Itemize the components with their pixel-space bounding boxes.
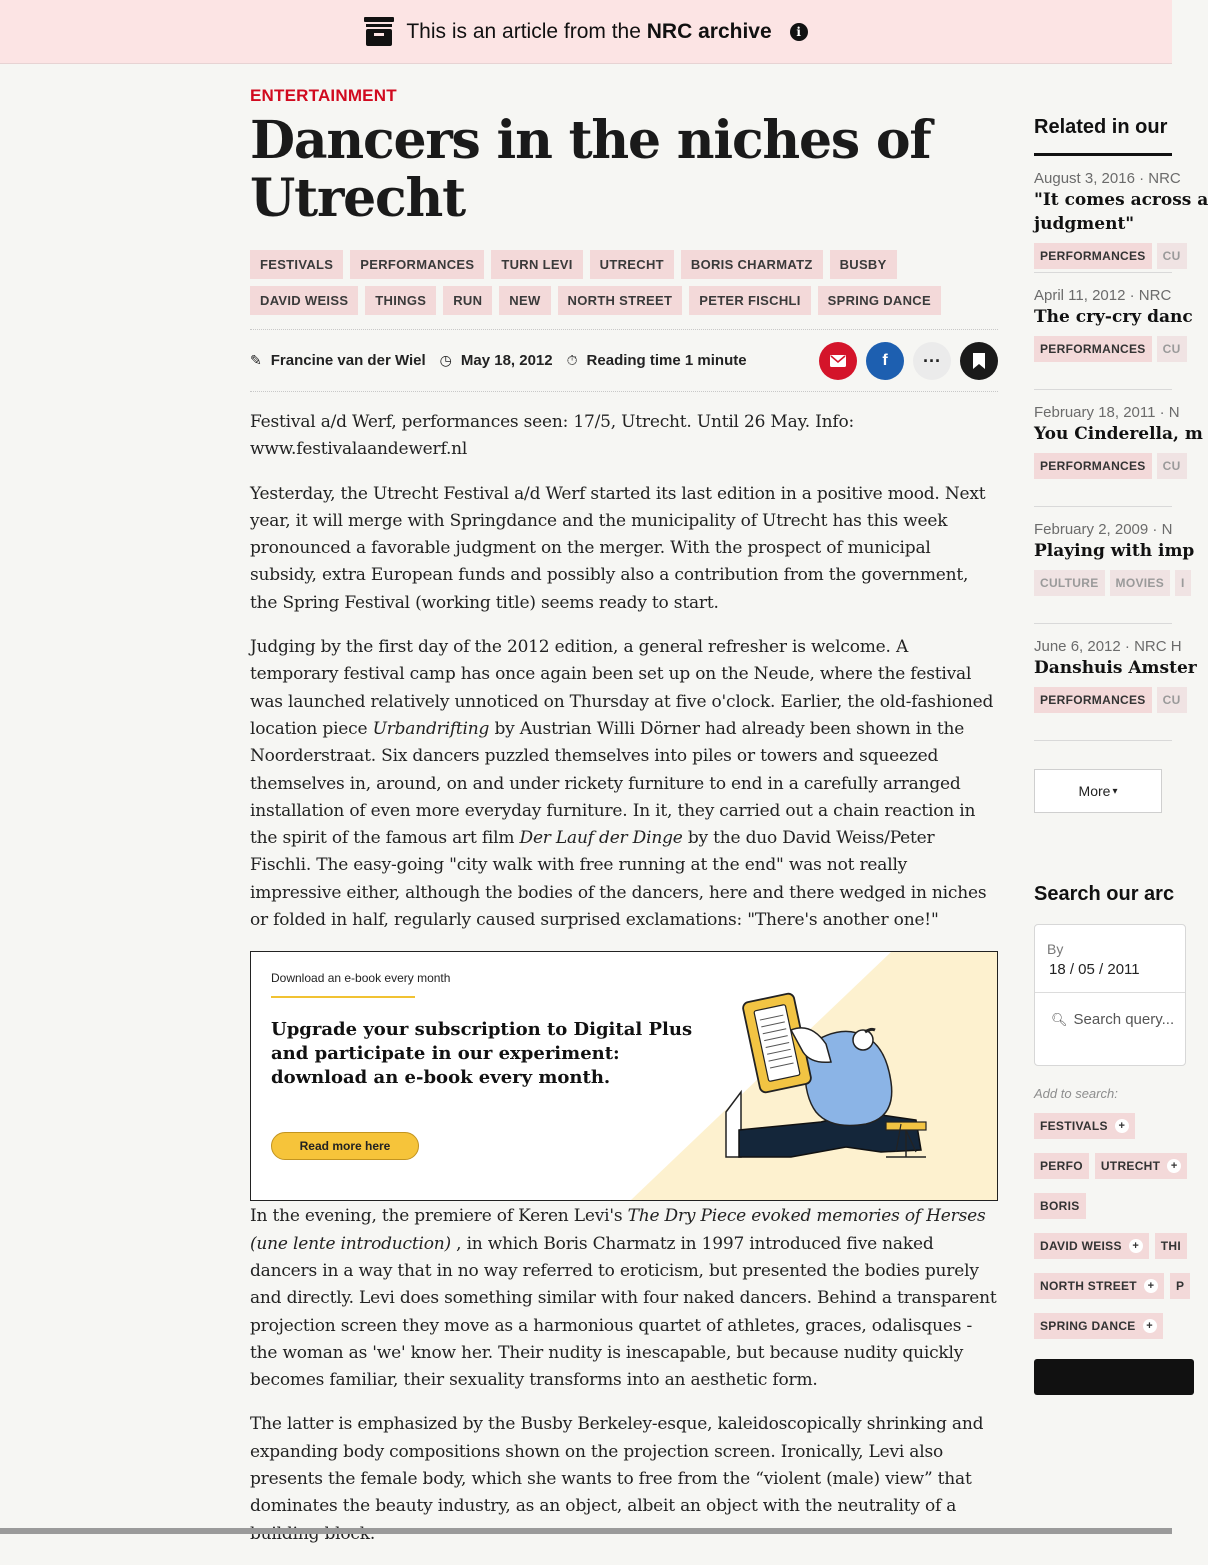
tag-utrecht[interactable]: UTRECHT	[590, 250, 674, 279]
related-tag[interactable]: CU	[1157, 243, 1187, 269]
publish-date: May 18, 2012	[460, 352, 553, 369]
reading-person-illustration	[631, 952, 997, 1200]
date-line	[440, 352, 553, 369]
author-line	[250, 352, 426, 369]
related-title[interactable]: You Cinderella, m	[1034, 424, 1203, 444]
paragraph-1: Festival a/d Werf, performances seen: 17/5, Utrecht. Until 26 May. Info: www.festivalaandewerf.nl	[250, 412, 855, 460]
reading-time-line	[567, 352, 747, 369]
reading-time: Reading time 1 minute	[586, 352, 747, 369]
related-title[interactable]: Danshuis Amster	[1034, 658, 1197, 678]
date-label: By	[1047, 941, 1064, 957]
add-search-tags	[1034, 1113, 1194, 1339]
archive-search-box	[1034, 924, 1186, 1066]
more-label: More	[1078, 783, 1111, 799]
related-date: February 2, 2009 · N	[1034, 521, 1173, 538]
related-item[interactable]	[1034, 507, 1195, 624]
add-tag-spring-dance[interactable]: SPRING DANCE +	[1034, 1313, 1163, 1339]
sidebar	[1034, 64, 1208, 1534]
tag-busby[interactable]: BUSBY	[830, 250, 897, 279]
related-tag[interactable]: PERFORMANCES	[1034, 243, 1152, 269]
subscription-promo	[250, 951, 998, 1201]
related-date: February 18, 2011 · N	[1034, 404, 1180, 421]
add-tag-boris[interactable]: BORIS	[1034, 1193, 1086, 1219]
add-tag-things[interactable]: THI	[1155, 1233, 1187, 1259]
related-date: June 6, 2012 · NRC H	[1034, 638, 1182, 655]
related-tag[interactable]: PERFORMANCES	[1034, 687, 1152, 713]
archive-box-icon	[364, 17, 394, 47]
stopwatch-icon: ⏱	[566, 352, 578, 368]
related-item[interactable]	[1034, 390, 1203, 507]
related-tag[interactable]: CU	[1157, 687, 1187, 713]
tag-david-weiss[interactable]: DAVID WEISS	[250, 286, 358, 315]
banner-brand: NRC archive	[646, 19, 772, 43]
add-tag-performances[interactable]: PERFO	[1034, 1153, 1089, 1179]
facebook-icon: f	[882, 352, 888, 369]
related-item[interactable]	[1034, 273, 1193, 390]
related-title[interactable]: Playing with imp	[1034, 541, 1195, 561]
more-share-button[interactable]	[913, 342, 951, 380]
article-body	[250, 409, 998, 934]
promo-title: Upgrade your subscription to Digital Plus and participate in our experiment: download an e-book every month.	[271, 1019, 693, 1089]
search-input[interactable]	[1035, 993, 1185, 1028]
paragraph-2: Yesterday, the Utrecht Festival a/d Werf started its last edition in a positive mood. Next year, it will merge with Springdance and the municipality of Utrecht has this week pronounced a favorable judgment on the merger. With the prospect of municipal subsidy, extra European funds and possibly also a contribution from the government, the Spring Festival (working title) seems ready to start.	[250, 483, 986, 613]
facebook-share-button[interactable]	[866, 342, 904, 380]
read-more-button[interactable]: Read more here	[271, 1132, 419, 1160]
tag-things[interactable]: THINGS	[365, 286, 436, 315]
tag-new[interactable]: NEW	[499, 286, 550, 315]
tag-spring-dance[interactable]: SPRING DANCE	[818, 286, 941, 315]
related-tags	[1034, 243, 1181, 269]
tag-peter-fischli[interactable]: PETER FISCHLI	[689, 286, 810, 315]
related-tag[interactable]: MOVIES	[1110, 570, 1170, 596]
related-tags	[1034, 453, 1181, 479]
search-heading: Search our arc	[1034, 883, 1175, 905]
pen-icon: ✎	[250, 352, 262, 368]
related-date: April 11, 2012 · NRC	[1034, 287, 1172, 304]
info-icon[interactable]: i	[790, 23, 808, 41]
related-heading: Related in our	[1034, 116, 1172, 156]
related-tag[interactable]: PERFORMANCES	[1034, 453, 1152, 479]
work-title-urbandrifting: Urbandrifting	[372, 718, 490, 739]
article-meta	[250, 329, 998, 392]
related-tag[interactable]: PERFORMANCES	[1034, 336, 1152, 362]
share-buttons	[819, 342, 998, 380]
related-item[interactable]	[1034, 156, 1208, 273]
related-item[interactable]	[1034, 624, 1197, 741]
promo-kicker: Download an e-book every month	[271, 971, 451, 986]
tag-boris-charmatz[interactable]: BORIS CHARMATZ	[681, 250, 823, 279]
add-tag-peter[interactable]: P	[1170, 1273, 1190, 1299]
related-tags	[1034, 570, 1185, 596]
archive-banner	[0, 0, 1172, 64]
plus-icon: +	[1167, 1159, 1181, 1173]
plus-icon: +	[1144, 1279, 1158, 1293]
related-tag[interactable]: CU	[1157, 453, 1187, 479]
search-placeholder: Search query...	[1073, 1011, 1175, 1028]
related-title-line2[interactable]: judgment"	[1034, 214, 1135, 234]
bookmark-icon	[973, 353, 985, 369]
related-tag[interactable]: CULTURE	[1034, 570, 1105, 596]
related-date: August 3, 2016 · NRC	[1034, 170, 1181, 187]
horizontal-scrollbar[interactable]	[0, 1528, 1172, 1534]
date-input[interactable]: 18 / 05 / 2011	[1049, 961, 1140, 978]
add-to-search-label: Add to search:	[1034, 1086, 1118, 1101]
paragraph-5: The latter is emphasized by the Busby Berkeley-esque, kaleidoscopically shrinking and expanding body compositions shown on the projection screen. Ironically, Levi also presents the female body, which she wants to free from the “violent (male) view” that dominates the beauty industry, as an object, albeit an object with the neutrality of a	[250, 1414, 984, 1517]
paragraph-4: In the evening, the premiere of Keren Levi's The Dry Piece evoked memories of Herses (une lente introduction) , in which Boris Charmatz in 1997 introduced five naked dancers in a way that in no way referred to eroticism, but presented the bodies purely and directly. Levi does something similar with four naked dancers. Behind a transparent projection screen they move as a harmonious quartet of athletes, graces, odalisques - the woman as 'we' know her. Their nudity is inescapable, but because nudity quickly becomes familiar, their sexuality transforms into an aesthetic form.	[250, 1206, 997, 1391]
related-title[interactable]: "It comes across a	[1034, 190, 1208, 210]
ellipsis-icon: ···	[923, 350, 941, 371]
search-submit-button[interactable]	[1034, 1359, 1194, 1395]
tag-turn-levi[interactable]: TURN LEVI	[491, 250, 582, 279]
tag-north-street[interactable]: NORTH STREET	[558, 286, 683, 315]
article-tags	[250, 250, 998, 315]
banner-text: This is an article from the NRC archive	[406, 19, 772, 43]
article-title: Dancers in the niches of Utrecht	[250, 110, 931, 229]
author-name[interactable]: Francine van der Wiel	[270, 352, 426, 369]
tag-run[interactable]: RUN	[443, 286, 492, 315]
related-tags	[1034, 336, 1181, 362]
mail-icon	[830, 355, 846, 367]
plus-icon: +	[1143, 1319, 1157, 1333]
email-share-button[interactable]	[819, 342, 857, 380]
add-tag-utrecht[interactable]: UTRECHT +	[1095, 1153, 1187, 1179]
related-tag[interactable]: CU	[1157, 336, 1187, 362]
promo-divider	[271, 996, 415, 998]
plus-icon: +	[1115, 1119, 1129, 1133]
add-tag-north-street[interactable]: NORTH STREET +	[1034, 1273, 1164, 1299]
tag-festivals[interactable]: FESTIVALS	[250, 250, 343, 279]
paragraph-3: Judging by the first day of the 2012 edition, a general refresher is welcome. A temporary festival camp has once again been set up on the Neude, where the festival was launched relatively unnoticed on Thursday at five o'clock. Earlier, the old-fashioned location piece Urbandrifting by Austrian Willi Dörner had already been shown in the Noorderstraat. Six dancers puzzled themselves into piles or towers and squeezed themselves in, around, on and under rickety furniture to end in a carefully arranged installation of even more everyday furniture. In it, they carried out a chain reaction in the spirit of the famous art film Der Lauf der Dinge by the duo David Weiss/Peter Fischli. The easy-going "city walk with free running at the end" was not really impressive either, although the bodies of the dancers, here and there wedged in niches or folded in half, regularly caused surprised exclamations: "There's another one!"	[250, 637, 994, 931]
search-icon: 🔍︎	[1051, 1012, 1068, 1027]
add-tag-david-weiss[interactable]: DAVID WEISS +	[1034, 1233, 1149, 1259]
related-tag[interactable]: I	[1175, 570, 1191, 596]
chevron-down-icon: ▾	[1112, 785, 1118, 797]
work-title-dry-piece: The Dry Piece evoked memories of Herses (une lente introduction)	[250, 1206, 986, 1254]
work-title-der-lauf: Der Lauf der Dinge	[519, 828, 683, 849]
article-body-continued	[250, 1203, 998, 1548]
clock-icon: ◷	[439, 352, 452, 368]
plus-icon: +	[1129, 1239, 1143, 1253]
article-main	[250, 64, 998, 1565]
tag-performances[interactable]: PERFORMANCES	[350, 250, 484, 279]
bookmark-button[interactable]	[960, 342, 998, 380]
related-title[interactable]: The cry-cry danc	[1034, 307, 1193, 327]
add-tag-festivals[interactable]: FESTIVALS +	[1034, 1113, 1135, 1139]
more-related-button[interactable]	[1034, 769, 1162, 813]
article-kicker[interactable]: ENTERTAINMENT	[250, 86, 397, 105]
related-tags	[1034, 687, 1181, 713]
